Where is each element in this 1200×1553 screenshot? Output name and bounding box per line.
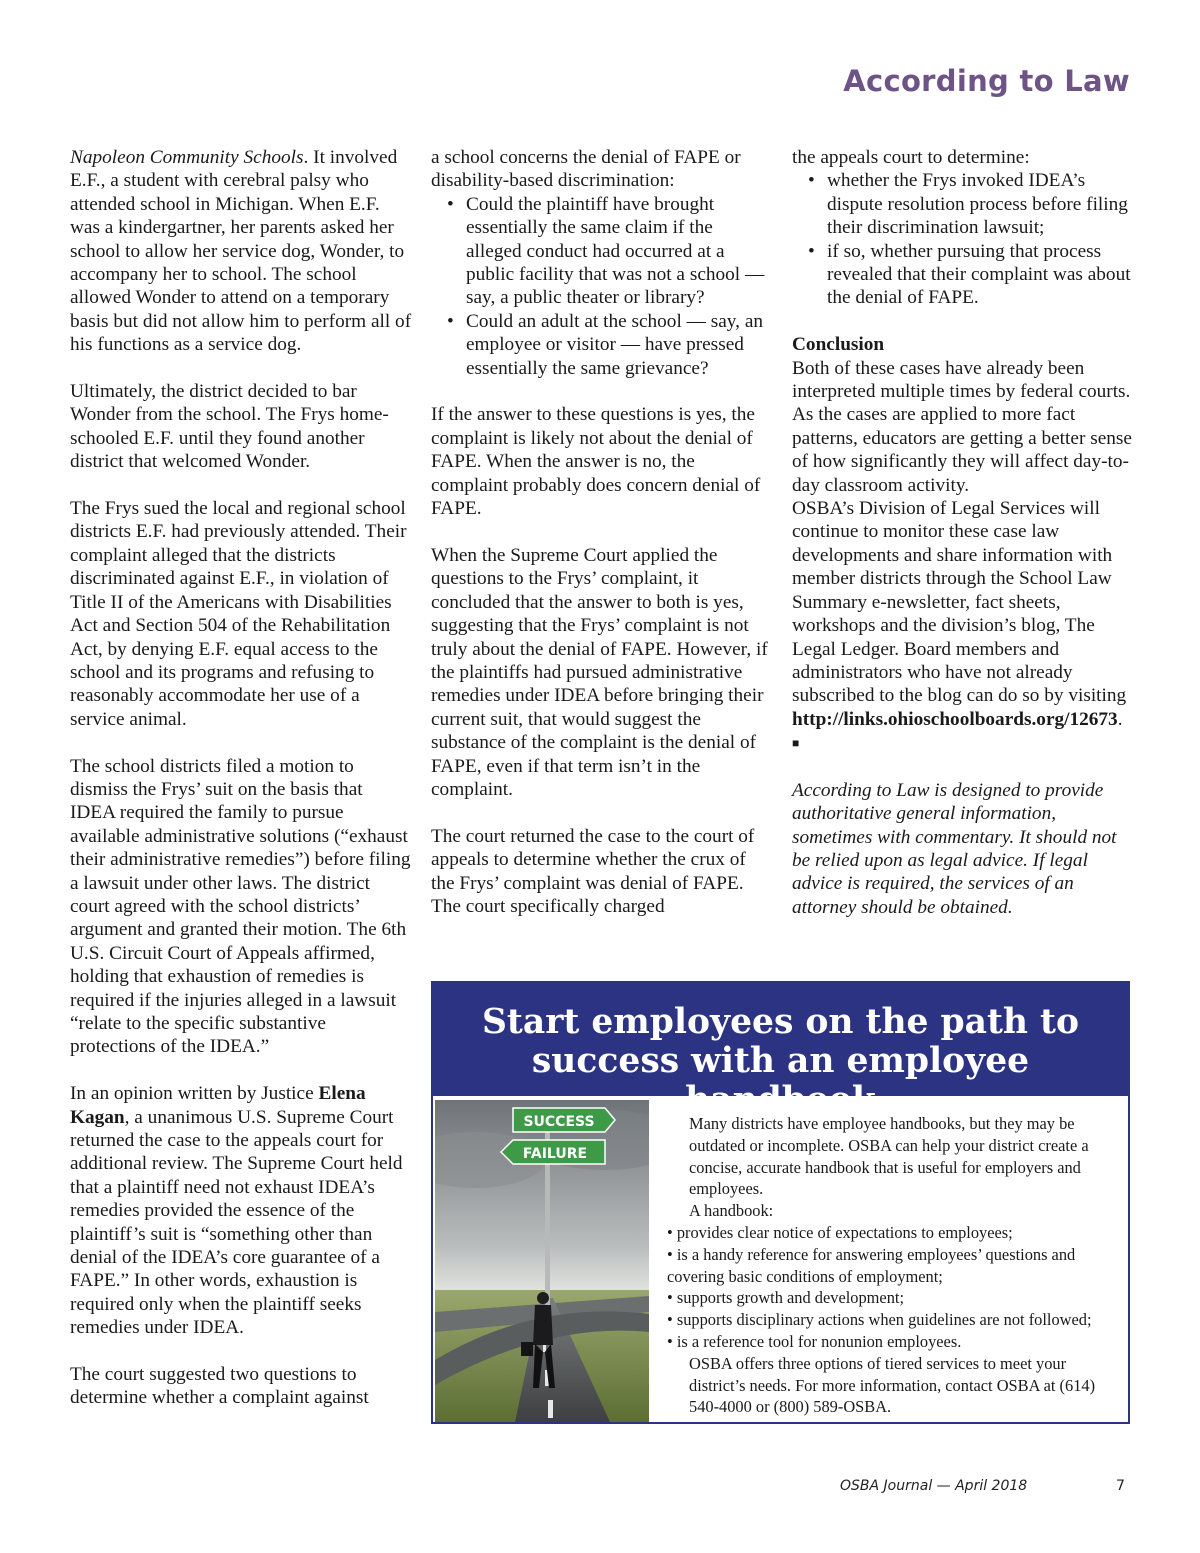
ad-list-item: • provides clear notice of expectations to employees; (667, 1222, 1013, 1242)
paragraph-text: OSBA’s Division of Legal Services will continue to monitor these case law developments and share information with member districts through the School Law Summary e-newsletter, fact sheets, workshops and the division’s blog, The Legal Ledger. Board members and administrators who have not already subscribed to the blog can do so by visiting (792, 498, 1127, 707)
ad-list-item: • is a handy reference for answering employees’ questions and covering basic conditions of employment; (667, 1244, 1076, 1286)
paragraph: Ultimately, the district decided to bar Wonder from the school. The Frys home-schooled E.F. until they found another district that welcomed Wonder. (70, 381, 389, 473)
ad-headline (433, 983, 1128, 1120)
conclusion-heading: Conclusion (792, 334, 885, 356)
case-name: Napoleon Community Schools (70, 147, 304, 168)
list-item: • Could an adult at the school — say, an employee or visitor — have pressed essentially the same grievance? (431, 310, 773, 380)
handbook-ad (431, 981, 1130, 1424)
article-column-3 (792, 146, 1134, 919)
paragraph: The court suggested two questions to determine whether a complaint against (70, 1364, 369, 1409)
end-mark-icon: ■ (792, 736, 800, 751)
ad-headline-line: success with an employee handbook (531, 1041, 1030, 1120)
paragraph-text: , a unanimous U.S. Supreme Court returned the case to the appeals court for additional review. The Supreme Court held that a plaintiff need not exhaust IDEA’s remedies provided the essence of the plaintiff’s suit is “something other than denial of the IDEA’s core guarantee of a FAPE.” In other words, exhaustion is required only when the plaintiff seeks remedies under IDEA. (70, 1106, 403, 1339)
question-list (431, 193, 773, 380)
disclaimer: According to Law is designed to provide authoritative general information, sometimes with commentary. It should not be relied upon as legal advice. If legal advice is required, the services of an attorney should be obtained. (792, 779, 1117, 918)
paragraph-text: . It involved E.F., a student with cerebral palsy who attended school in Michigan. When E.F. was a kindergartner, her parents asked her school to allow her service dog, Wonder, to accompany her to school. The school allowed Wonder to attend on a temporary basis but did not allow him to perform all of his functions as a service dog. (70, 147, 412, 356)
determination-list (792, 169, 1134, 309)
article-column-2 (431, 146, 773, 918)
list-item: • Could the plaintiff have brought essentially the same claim if the alleged conduct had occurred at a public facility that was not a school — say, a public theater or library? (431, 193, 773, 310)
paragraph: When the Supreme Court applied the questions to the Frys’ complaint, it concluded that the answer to both is yes, suggesting that the Frys’ complaint is not truly about the denial of FAPE. However, if the plaintiffs had pursued administrative remedies under IDEA before bringing their current suit, that would suggest the substance of the complaint is the denial of FAPE, even if that term isn’t in the complaint. (431, 544, 768, 800)
conclusion-section (792, 333, 1134, 497)
paragraph: The court returned the case to the court of appeals to determine whether the crux of the Frys’ complaint was denial of FAPE. The court specifically charged (431, 825, 755, 917)
paragraph (70, 1082, 412, 1339)
crossroads-illustration-svg (435, 1100, 649, 1422)
ad-headline-line: Start employees on the path to (482, 1002, 1079, 1042)
paragraph (792, 497, 1134, 755)
justice-name: Elena Kagan (70, 1083, 366, 1128)
section-title: According to Law (843, 64, 1130, 98)
ad-closing: OSBA offers three options of tiered services to meet your district’s needs. For more information, contact OSBA at (614) 540-4000 or (800) 589-OSBA. (689, 1353, 1096, 1417)
paragraph (70, 146, 412, 357)
paragraph: The school districts filed a motion to dismiss the Frys’ suit on the basis that IDEA required the family to pursue available administrative solutions (“exhaust their administrative remedies”) before filing a lawsuit under other laws. The district court agreed with the school districts’ argument and granted their motion. The 6th U.S. Circuit Court of Appeals affirmed, holding that exhaustion of remedies is required if the injuries alleged in a lawsuit “relate to the specific substantive protections of the IDEA.” (70, 755, 411, 1058)
paragraph-text: . (1117, 708, 1123, 730)
list-item: • whether the Frys invoked IDEA’s dispute resolution process before filing their discrimination lawsuit; (792, 169, 1134, 239)
ad-list-item: • is a reference tool for nonunion employees. (667, 1331, 962, 1351)
ad-body (667, 1113, 1122, 1418)
paragraph: the appeals court to determine: (792, 147, 1030, 168)
paragraph-text: In an opinion written by Justice (70, 1083, 319, 1105)
paragraph: Both of these cases have already been interpreted multiple times by federal courts. As the cases are applied to more fact patterns, educators are getting a better sense of how significantly they will affect day-to-day classroom activity. (792, 357, 1132, 496)
paragraph: The Frys sued the local and regional school districts E.F. had previously attended. Their complaint alleged that the districts discriminated against E.F., in violation of Title II of the Americans with Disabilities Act and Section 504 of the Rehabilitation Act, by denying E.F. equal access to the school and its programs and refusing to reasonably accommodate her use of a service animal. (70, 498, 407, 730)
ad-list-item: • supports disciplinary actions when guidelines are not followed; (667, 1310, 1092, 1330)
crossroads-illustration (435, 1100, 649, 1422)
page-number: 7 (1116, 1478, 1125, 1494)
ad-intro: Many districts have employee handbooks, but they may be outdated or incomplete. OSBA can help your district create a concise, accurate handbook that is useful for employers and employees. (689, 1114, 1089, 1199)
ad-list-item: • supports growth and development; (667, 1288, 904, 1308)
article-column-1 (70, 146, 412, 1410)
paragraph: a school concerns the denial of FAPE or disability-based discrimination: (431, 147, 741, 192)
journal-footer: OSBA Journal — April 2018 (840, 1478, 1028, 1494)
paragraph: If the answer to these questions is yes, the complaint is likely not about the denial of FAPE. When the answer is no, the complaint probably does concern denial of FAPE. (431, 404, 761, 520)
sign-success: SUCCESS (523, 1114, 595, 1130)
blog-link[interactable]: http://links.ohioschoolboards.org/12673 (792, 708, 1118, 730)
ad-list-intro: A handbook: (689, 1201, 774, 1221)
list-item: • if so, whether pursuing that process revealed that their complaint was about the denial of FAPE. (792, 240, 1134, 310)
sign-failure: FAILURE (522, 1146, 588, 1162)
